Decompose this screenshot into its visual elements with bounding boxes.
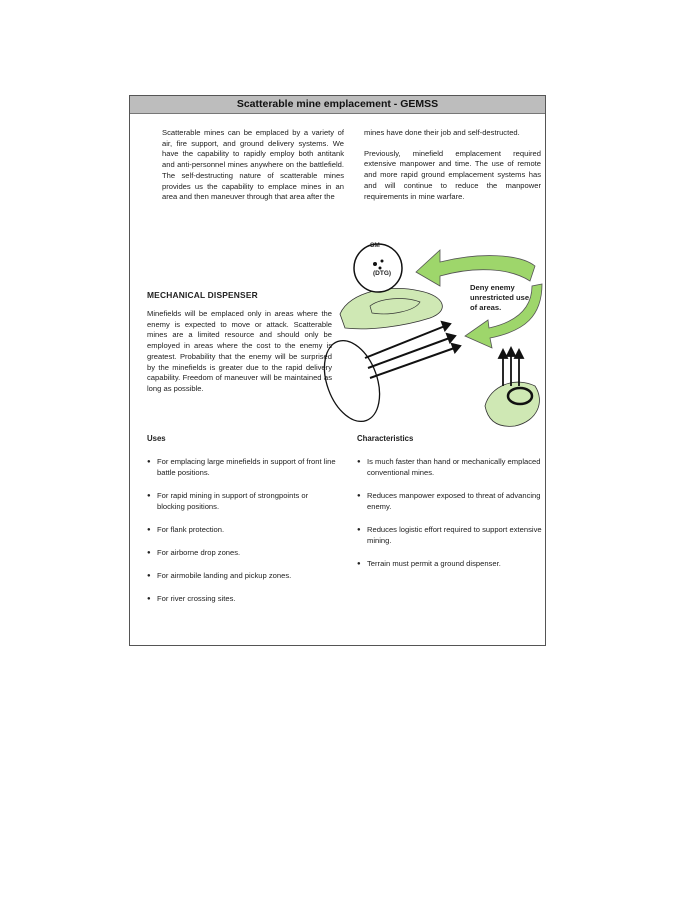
characteristics-list: [357, 457, 542, 582]
intro-right-text: [364, 128, 541, 212]
mine-dot-2: [381, 260, 384, 263]
label-deny-line-1: Deny enemy: [470, 283, 515, 292]
uses-item: ● For flank protection.: [147, 525, 337, 536]
label-deny-line-2: unrestricted use: [470, 293, 530, 302]
characteristics-item: ● Reduces logistic effort required to support extensive mining.: [357, 525, 542, 546]
intro-right-paragraph-2: Previously, minefield emplacement required extensive manpower and time. The use of remote and more rapid ground emplacement systems has and will continue to reduce the manpower requirements in mine warfare.: [364, 148, 541, 201]
upward-arrows: [499, 348, 523, 386]
uses-item: ● For emplacing large minefields in support of front line battle positions.: [147, 457, 337, 478]
mine-dot-1: [373, 262, 377, 266]
illustration-svg: [320, 236, 545, 431]
mechanical-dispenser-heading: MECHANICAL DISPENSER: [147, 290, 258, 300]
dispenser-ellipse: [320, 333, 390, 429]
panel-title: Scatterable mine emplacement - GEMSS: [130, 96, 545, 114]
gemss-illustration: [320, 236, 545, 431]
document-panel: [129, 95, 546, 646]
minefield-circle: [354, 244, 402, 292]
uses-heading: Uses: [147, 434, 166, 443]
label-deny-enemy: [470, 283, 529, 313]
mechanical-dispenser-body: Minefields will be emplaced only in areas where the enemy is expected to move or attack. Scatterable mines are a limited resource and should only be employed in areas where the cost to the enemy is greatest. Probability that the enemy will be surprised by the minefields is greater due to the rapid delivery capability. Freedom of maneuver will be maintained as long as possible.: [147, 309, 332, 393]
terrain-upper: [340, 288, 442, 328]
uses-item: ● For rapid mining in support of strongpoints or blocking positions.: [147, 491, 337, 512]
characteristics-item: ● Is much faster than hand or mechanically emplaced conventional mines.: [357, 457, 542, 478]
label-deny-line-3: of areas.: [470, 303, 502, 312]
label-dtg: (DTG): [373, 270, 392, 277]
green-arrow-upper: [416, 250, 535, 286]
uses-item: ● For river crossing sites.: [147, 594, 337, 605]
intro-left-text: Scatterable mines can be emplaced by a variety of air, fire support, and ground delivery systems. We have the capability to rapidly employ both antitank and anti-personnel mines anywhere on the battlefield. The self-destructing nature of scatterable mines provides us the capability to emplace mines in an area and then maneuver through that area after the: [162, 128, 344, 202]
characteristics-item: ● Reduces manpower exposed to threat of advancing enemy.: [357, 491, 542, 512]
dispense-arrows: [365, 322, 460, 378]
uses-item: ● For airmobile landing and pickup zones.: [147, 571, 337, 582]
characteristics-heading: Characteristics: [357, 434, 414, 443]
intro-right-paragraph-1: mines have done their job and self-destructed.: [364, 128, 520, 137]
uses-list: [147, 457, 337, 618]
label-sm: SM: [370, 242, 380, 249]
uses-item: ● For airborne drop zones.: [147, 548, 337, 559]
characteristics-item: ● Terrain must permit a ground dispenser.: [357, 559, 542, 570]
